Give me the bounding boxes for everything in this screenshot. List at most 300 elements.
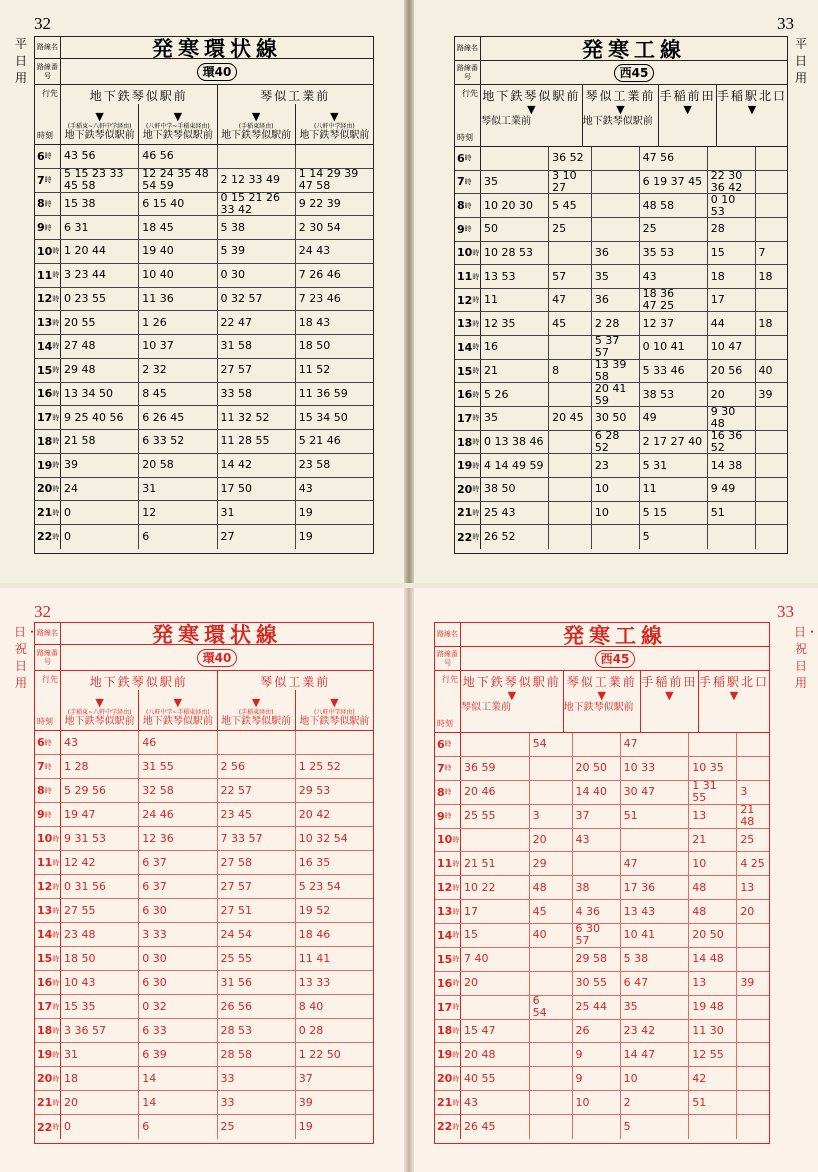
minutes-cell: 15 35 — [61, 995, 139, 1018]
minutes-cell: 10 33 — [621, 757, 690, 780]
hour-cell: 7 時 — [455, 171, 481, 194]
minutes-cell: 22 30 36 42 — [708, 171, 756, 194]
minutes-cell: 37 — [573, 805, 621, 828]
hour-cell: 16 時 — [35, 971, 61, 994]
book-gutter — [404, 588, 414, 1172]
minutes-cell: 37 — [298, 1071, 313, 1085]
minutes-cell: 19 — [298, 1120, 313, 1133]
destination-group — [659, 85, 717, 146]
destination-column — [296, 690, 373, 730]
minutes-cell: 25 — [740, 832, 755, 846]
hour-cell: 8 時 — [455, 194, 481, 217]
side-label: 平日用 — [14, 37, 27, 85]
minutes-cell — [737, 996, 769, 1019]
down-arrow-icon: ▼ — [597, 689, 606, 702]
minutes-cell: 7 33 57 — [218, 827, 296, 850]
hour-suffix: 時 — [52, 906, 60, 915]
hour-cell: 7 時 — [35, 755, 61, 778]
destination-group-title: 手稲駅北口 — [716, 89, 787, 103]
hour-cell: 16 時 — [435, 972, 461, 995]
via-note: (八軒中学~手稲東経由) — [146, 709, 210, 716]
table-row — [435, 829, 769, 853]
hour-suffix: 時 — [52, 532, 60, 541]
hour-suffix: 時 — [452, 883, 460, 892]
table-row — [35, 899, 373, 923]
route-name-row — [35, 37, 373, 59]
minutes-cell: 5 21 46 — [298, 434, 341, 448]
minutes-cell: 11 36 — [139, 288, 217, 311]
hour-suffix: 時 — [452, 1074, 460, 1083]
holiday-spread — [0, 588, 818, 1172]
hour-cell: 18 時 — [35, 1019, 61, 1042]
route-name: 発寒工線 — [563, 622, 667, 648]
minutes-cell: 46 56 — [139, 145, 217, 168]
hour-cell: 11 時 — [435, 852, 461, 875]
minutes-cell — [737, 1115, 769, 1139]
hour-cell: 11 時 — [455, 265, 481, 288]
minutes-cell: 6 39 — [139, 1043, 217, 1066]
minutes-cell: 16 36 52 — [708, 431, 756, 454]
destination-name: 琴似工業前 — [461, 702, 511, 713]
minutes-cell: 6 — [139, 1115, 217, 1139]
table-row — [35, 311, 373, 335]
down-arrow-icon: ▼ — [95, 696, 104, 709]
minutes-cell: 3 23 44 — [61, 264, 139, 287]
minutes-cell — [592, 525, 640, 549]
destination-name: 地下鉄琴似駅前 — [221, 130, 292, 141]
minutes-cell: 24 — [61, 478, 139, 501]
minutes-cell: 3 33 — [139, 923, 217, 946]
minutes-cell: 27 58 — [218, 851, 296, 874]
minutes-cell: 11 — [481, 289, 549, 312]
minutes-cell: 47 — [621, 852, 690, 875]
destination-name: 地下鉄琴似駅前 — [563, 702, 634, 713]
minutes-cell: 18 46 — [298, 927, 331, 941]
hour-cell: 13 時 — [35, 899, 61, 922]
hour-suffix: 時 — [52, 930, 60, 939]
hour-cell: 16 時 — [455, 383, 481, 406]
minutes-cell: 28 53 — [218, 1019, 296, 1042]
destination-group-title: 地下鉄琴似駅前 — [462, 675, 561, 689]
minutes-cell: 47 — [621, 733, 690, 756]
destination-name: 地下鉄琴似駅前 — [221, 716, 292, 727]
minutes-cell: 18 45 — [139, 216, 217, 239]
hour-cell: 19 時 — [455, 454, 481, 477]
minutes-cell — [737, 733, 769, 756]
route-name-label: 路線名 — [435, 623, 461, 646]
hour-suffix: 時 — [452, 835, 460, 844]
minutes-cell: 6 30 — [139, 971, 217, 994]
minutes-cell — [737, 948, 769, 971]
hour-cell: 13 時 — [455, 312, 481, 335]
minutes-cell — [481, 147, 549, 170]
destination-group-title: 手稲前田 — [641, 675, 698, 689]
minutes-cell: 28 58 — [218, 1043, 296, 1066]
minutes-cell: 11 30 — [689, 1020, 737, 1043]
destination-column — [296, 104, 373, 144]
hour-suffix: 時 — [472, 414, 480, 423]
minutes-cell: 22 57 — [218, 779, 296, 802]
minutes-cell: 24 43 — [298, 244, 331, 258]
minutes-cell — [218, 731, 296, 754]
minutes-cell: 23 42 — [621, 1020, 690, 1043]
minutes-cell — [461, 829, 530, 852]
minutes-cell: 15 47 — [461, 1020, 530, 1043]
hour-suffix: 時 — [52, 954, 60, 963]
hour-suffix: 時 — [472, 508, 480, 517]
destination-group-title: 手稲駅北口 — [698, 675, 769, 689]
table-row — [35, 947, 373, 971]
hour-suffix: 時 — [452, 907, 460, 916]
minutes-cell: 9 22 39 — [298, 196, 341, 210]
minutes-cell: 11 52 — [298, 363, 331, 377]
minutes-cell — [573, 852, 621, 875]
down-arrow-icon: ▼ — [527, 103, 536, 116]
minutes-cell: 1 25 52 — [298, 759, 341, 773]
hour-suffix: 時 — [44, 199, 52, 208]
hour-cell: 17 時 — [435, 996, 461, 1019]
table-row — [435, 876, 769, 900]
hour-cell: 19 時 — [435, 1043, 461, 1066]
minutes-cell — [737, 1043, 769, 1066]
destination-column — [61, 690, 139, 730]
minutes-cell: 33 — [218, 1091, 296, 1114]
minutes-cell — [756, 478, 787, 501]
hour-cell: 8 時 — [35, 193, 61, 216]
hour-cell: 9 時 — [35, 803, 61, 826]
minutes-cell: 38 — [573, 876, 621, 899]
minutes-cell: 25 55 — [218, 947, 296, 970]
table-row — [35, 851, 373, 875]
minutes-cell: 6 15 40 — [139, 193, 217, 216]
minutes-cell: 3 — [530, 805, 573, 828]
minutes-cell: 5 38 — [621, 948, 690, 971]
hour-suffix: 時 — [52, 834, 60, 843]
hour-suffix: 時 — [52, 858, 60, 867]
route-code-label: 路線番号 — [435, 647, 461, 670]
table-row — [435, 924, 769, 948]
minutes-cell: 6 33 — [139, 1019, 217, 1042]
via-note: (八軒中学~手稲東経由) — [146, 123, 210, 130]
hour-cell: 15 時 — [435, 948, 461, 971]
minutes-cell — [689, 1115, 737, 1139]
route-code-badge: 環40 — [197, 649, 238, 667]
minutes-cell: 15 34 50 — [298, 410, 348, 424]
minutes-cell — [530, 1091, 573, 1114]
minutes-cell: 13 33 — [298, 975, 331, 989]
down-arrow-icon: ▼ — [251, 110, 261, 123]
minutes-cell: 20 50 — [573, 757, 621, 780]
down-arrow-icon: ▼ — [616, 103, 625, 116]
minutes-cell: 0 10 41 — [640, 336, 708, 359]
minutes-cell: 20 42 — [298, 807, 331, 821]
destination-name: 地下鉄琴似駅前 — [582, 116, 653, 127]
hour-suffix: 時 — [44, 152, 52, 161]
minutes-cell: 31 58 — [218, 335, 296, 358]
minutes-cell — [296, 731, 373, 754]
holiday-kan40-timetable — [34, 622, 374, 1144]
minutes-cell: 5 15 23 33 45 58 — [61, 169, 139, 192]
side-label: 日・祝日用 — [14, 625, 39, 690]
minutes-cell: 39 — [298, 1095, 313, 1109]
minutes-cell: 17 50 — [218, 478, 296, 501]
hour-cell: 17 時 — [35, 406, 61, 429]
minutes-cell: 42 — [689, 1067, 737, 1090]
destination-column — [139, 690, 216, 730]
minutes-cell: 2 32 — [139, 359, 217, 382]
hour-cell: 12 時 — [35, 875, 61, 898]
minutes-cell: 16 35 — [298, 855, 331, 869]
hour-suffix: 時 — [472, 533, 480, 542]
minutes-cell: 48 — [689, 900, 737, 923]
hour-cell: 10 時 — [35, 827, 61, 850]
hour-cell: 21 時 — [35, 501, 61, 524]
minutes-cell: 15 — [461, 924, 530, 947]
down-arrow-icon: ▼ — [683, 103, 692, 116]
minutes-cell — [621, 829, 690, 852]
minutes-cell: 13 53 — [481, 265, 549, 288]
minutes-cell: 14 — [139, 1091, 217, 1114]
minutes-cell: 47 — [549, 289, 592, 312]
minutes-cell: 48 58 — [640, 194, 708, 217]
table-row — [35, 1043, 373, 1067]
hour-cell: 9 時 — [435, 805, 461, 828]
hour-suffix: 時 — [52, 413, 60, 422]
hour-suffix: 時 — [444, 788, 452, 797]
table-row — [455, 407, 787, 431]
minutes-cell: 5 29 56 — [61, 779, 139, 802]
table-row — [35, 731, 373, 755]
hour-suffix: 時 — [464, 225, 472, 234]
hour-cell: 17 時 — [455, 407, 481, 430]
minutes-cell: 27 57 — [218, 359, 296, 382]
table-row — [35, 216, 373, 240]
via-note: (八軒中学経由) — [314, 123, 355, 130]
minutes-cell: 12 — [139, 501, 217, 524]
hour-cell: 17 時 — [35, 995, 61, 1018]
table-row — [455, 171, 787, 195]
minutes-cell: 12 42 — [61, 851, 139, 874]
hour-suffix: 時 — [44, 762, 52, 771]
minutes-cell — [296, 145, 373, 168]
minutes-cell: 25 — [640, 218, 708, 241]
minutes-cell: 31 — [139, 478, 217, 501]
destination-name: 地下鉄琴似駅前 — [142, 716, 213, 727]
destination-group — [641, 671, 699, 732]
minutes-cell: 10 43 — [61, 971, 139, 994]
minutes-cell: 12 37 — [640, 312, 708, 335]
hour-cell: 19 時 — [35, 454, 61, 477]
page-number: 33 — [777, 602, 794, 621]
minutes-cell — [756, 502, 787, 525]
minutes-cell — [592, 218, 640, 241]
hour-cell: 11 時 — [35, 851, 61, 874]
minutes-cell: 23 — [592, 454, 640, 477]
route-code-row — [435, 647, 769, 671]
table-row — [35, 875, 373, 899]
minutes-cell: 0 31 56 — [61, 875, 139, 898]
down-arrow-icon: ▼ — [729, 689, 739, 702]
minutes-cell: 21 — [689, 829, 737, 852]
minutes-cell — [530, 1115, 573, 1139]
hour-suffix: 時 — [452, 859, 460, 868]
hour-suffix: 時 — [472, 485, 480, 494]
hour-suffix: 時 — [52, 1026, 60, 1035]
table-row — [435, 972, 769, 996]
hour-cell: 9 時 — [455, 218, 481, 241]
minutes-cell: 35 53 — [640, 242, 708, 265]
minutes-cell: 5 — [640, 525, 708, 549]
minutes-cell — [689, 733, 737, 756]
minutes-cell: 30 47 — [621, 781, 690, 804]
table-row — [455, 312, 787, 336]
minutes-cell: 11 36 59 — [298, 386, 348, 400]
side-label: 日・祝日用 — [794, 625, 818, 690]
hour-cell: 11 時 — [35, 264, 61, 287]
minutes-cell: 10 22 — [461, 876, 530, 899]
minutes-cell: 10 — [592, 502, 640, 525]
minutes-cell: 1 26 — [139, 311, 217, 334]
minutes-cell: 11 32 52 — [218, 406, 296, 429]
destination-group-title: 地下鉄琴似駅前 — [89, 675, 188, 689]
table-row — [35, 1115, 373, 1139]
down-arrow-icon: ▼ — [330, 696, 339, 709]
route-code-cell — [61, 645, 373, 670]
minutes-cell: 11 28 55 — [218, 430, 296, 453]
hour-cell: 15 時 — [455, 360, 481, 383]
table-row — [35, 779, 373, 803]
via-note: (手稲東経由) — [238, 709, 274, 716]
via-note: (手稲東~八軒中学経由) — [67, 123, 132, 130]
minutes-cell: 43 — [61, 731, 139, 754]
minutes-cell: 10 32 54 — [298, 831, 348, 845]
minutes-cell: 10 35 — [689, 757, 737, 780]
table-row — [35, 264, 373, 288]
minutes-cell: 20 — [740, 904, 755, 918]
minutes-cell: 13 34 50 — [61, 383, 139, 406]
table-row — [455, 242, 787, 266]
minutes-cell: 14 40 — [573, 781, 621, 804]
minutes-cell: 9 — [573, 1067, 621, 1090]
minutes-cell: 20 46 — [461, 781, 530, 804]
destination-group-title: 地下鉄琴似駅前 — [482, 89, 581, 103]
table-row — [35, 240, 373, 264]
minutes-cell: 14 47 — [621, 1043, 690, 1066]
minutes-cell: 39 — [758, 387, 773, 401]
minutes-cell: 54 — [530, 733, 573, 756]
minutes-cell: 0 28 — [298, 1023, 324, 1037]
destination-group-title: 琴似工業前 — [260, 675, 331, 689]
hour-cell: 22 時 — [35, 1115, 61, 1139]
minutes-cell: 35 — [481, 407, 549, 430]
destination-group-title: 琴似工業前 — [260, 89, 331, 103]
destination-group — [218, 671, 374, 730]
minutes-cell: 0 30 — [139, 947, 217, 970]
minutes-cell: 21 — [481, 360, 549, 383]
hour-cell: 21 時 — [35, 1091, 61, 1114]
minutes-cell: 10 28 53 — [481, 242, 549, 265]
minutes-cell: 33 58 — [218, 383, 296, 406]
minutes-cell — [756, 525, 787, 549]
table-row — [455, 431, 787, 455]
minutes-cell — [530, 1067, 573, 1090]
minutes-cell — [737, 1067, 769, 1090]
hour-suffix: 時 — [472, 390, 480, 399]
minutes-cell: 40 — [530, 924, 573, 947]
hour-suffix: 時 — [444, 740, 452, 749]
minutes-cell: 38 50 — [481, 478, 549, 501]
minutes-cell: 5 33 46 — [640, 360, 708, 383]
minutes-cell: 6 33 52 — [139, 430, 217, 453]
destination-group — [699, 671, 769, 732]
minutes-cell: 18 43 — [298, 315, 331, 329]
page-number: 32 — [34, 602, 51, 621]
destination-name: 地下鉄琴似駅前 — [64, 130, 135, 141]
minutes-cell — [530, 1043, 573, 1066]
route-code-badge: 西45 — [595, 650, 636, 668]
table-row — [35, 288, 373, 312]
minutes-cell: 8 40 — [298, 999, 324, 1013]
table-row — [35, 478, 373, 502]
route-name: 発寒環状線 — [152, 621, 282, 647]
table-row — [455, 360, 787, 384]
hour-cell: 22 時 — [435, 1115, 461, 1139]
destination-name: 地下鉄琴似駅前 — [299, 716, 370, 727]
minutes-cell: 19 52 — [298, 903, 331, 917]
route-code-label: 路線番号 — [35, 645, 61, 670]
hour-suffix: 時 — [44, 738, 52, 747]
minutes-cell — [756, 431, 787, 454]
minutes-cell: 6 26 45 — [139, 406, 217, 429]
minutes-cell — [708, 525, 756, 549]
minutes-cell: 20 45 — [549, 407, 592, 430]
minutes-cell: 21 48 — [740, 804, 755, 828]
corner-cell — [435, 671, 461, 732]
minutes-cell: 43 56 — [61, 145, 139, 168]
minutes-cell: 48 — [530, 876, 573, 899]
minutes-cell: 18 36 47 25 — [640, 289, 708, 312]
hour-suffix: 時 — [444, 812, 452, 821]
route-code-row — [35, 645, 373, 671]
minutes-cell: 14 42 — [218, 454, 296, 477]
minutes-cell: 16 — [481, 336, 549, 359]
route-name-label: 路線名 — [35, 37, 61, 58]
minutes-cell — [756, 289, 787, 312]
table-row — [35, 335, 373, 359]
minutes-cell — [549, 431, 592, 454]
minutes-cell: 47 56 — [640, 147, 708, 170]
minutes-cell: 35 — [621, 996, 690, 1019]
route-code-label: 路線番号 — [455, 61, 481, 84]
side-label: 平日用 — [794, 37, 807, 85]
minutes-cell: 17 — [708, 289, 756, 312]
minutes-cell: 12 36 — [139, 827, 217, 850]
minutes-cell: 7 26 46 — [298, 268, 341, 282]
minutes-cell — [549, 336, 592, 359]
route-code-label: 路線番号 — [35, 59, 61, 84]
minutes-cell: 9 49 — [708, 478, 756, 501]
via-note: (八軒中学経由) — [314, 709, 355, 716]
minutes-cell — [756, 454, 787, 477]
minutes-cell: 6 31 — [61, 216, 139, 239]
hour-cell: 16 時 — [35, 383, 61, 406]
weekday-left-page — [0, 0, 404, 583]
minutes-cell — [530, 781, 573, 804]
destination-header — [435, 671, 769, 733]
minutes-cell: 25 43 — [481, 502, 549, 525]
destination-group — [218, 85, 374, 144]
destination-column — [218, 690, 296, 730]
